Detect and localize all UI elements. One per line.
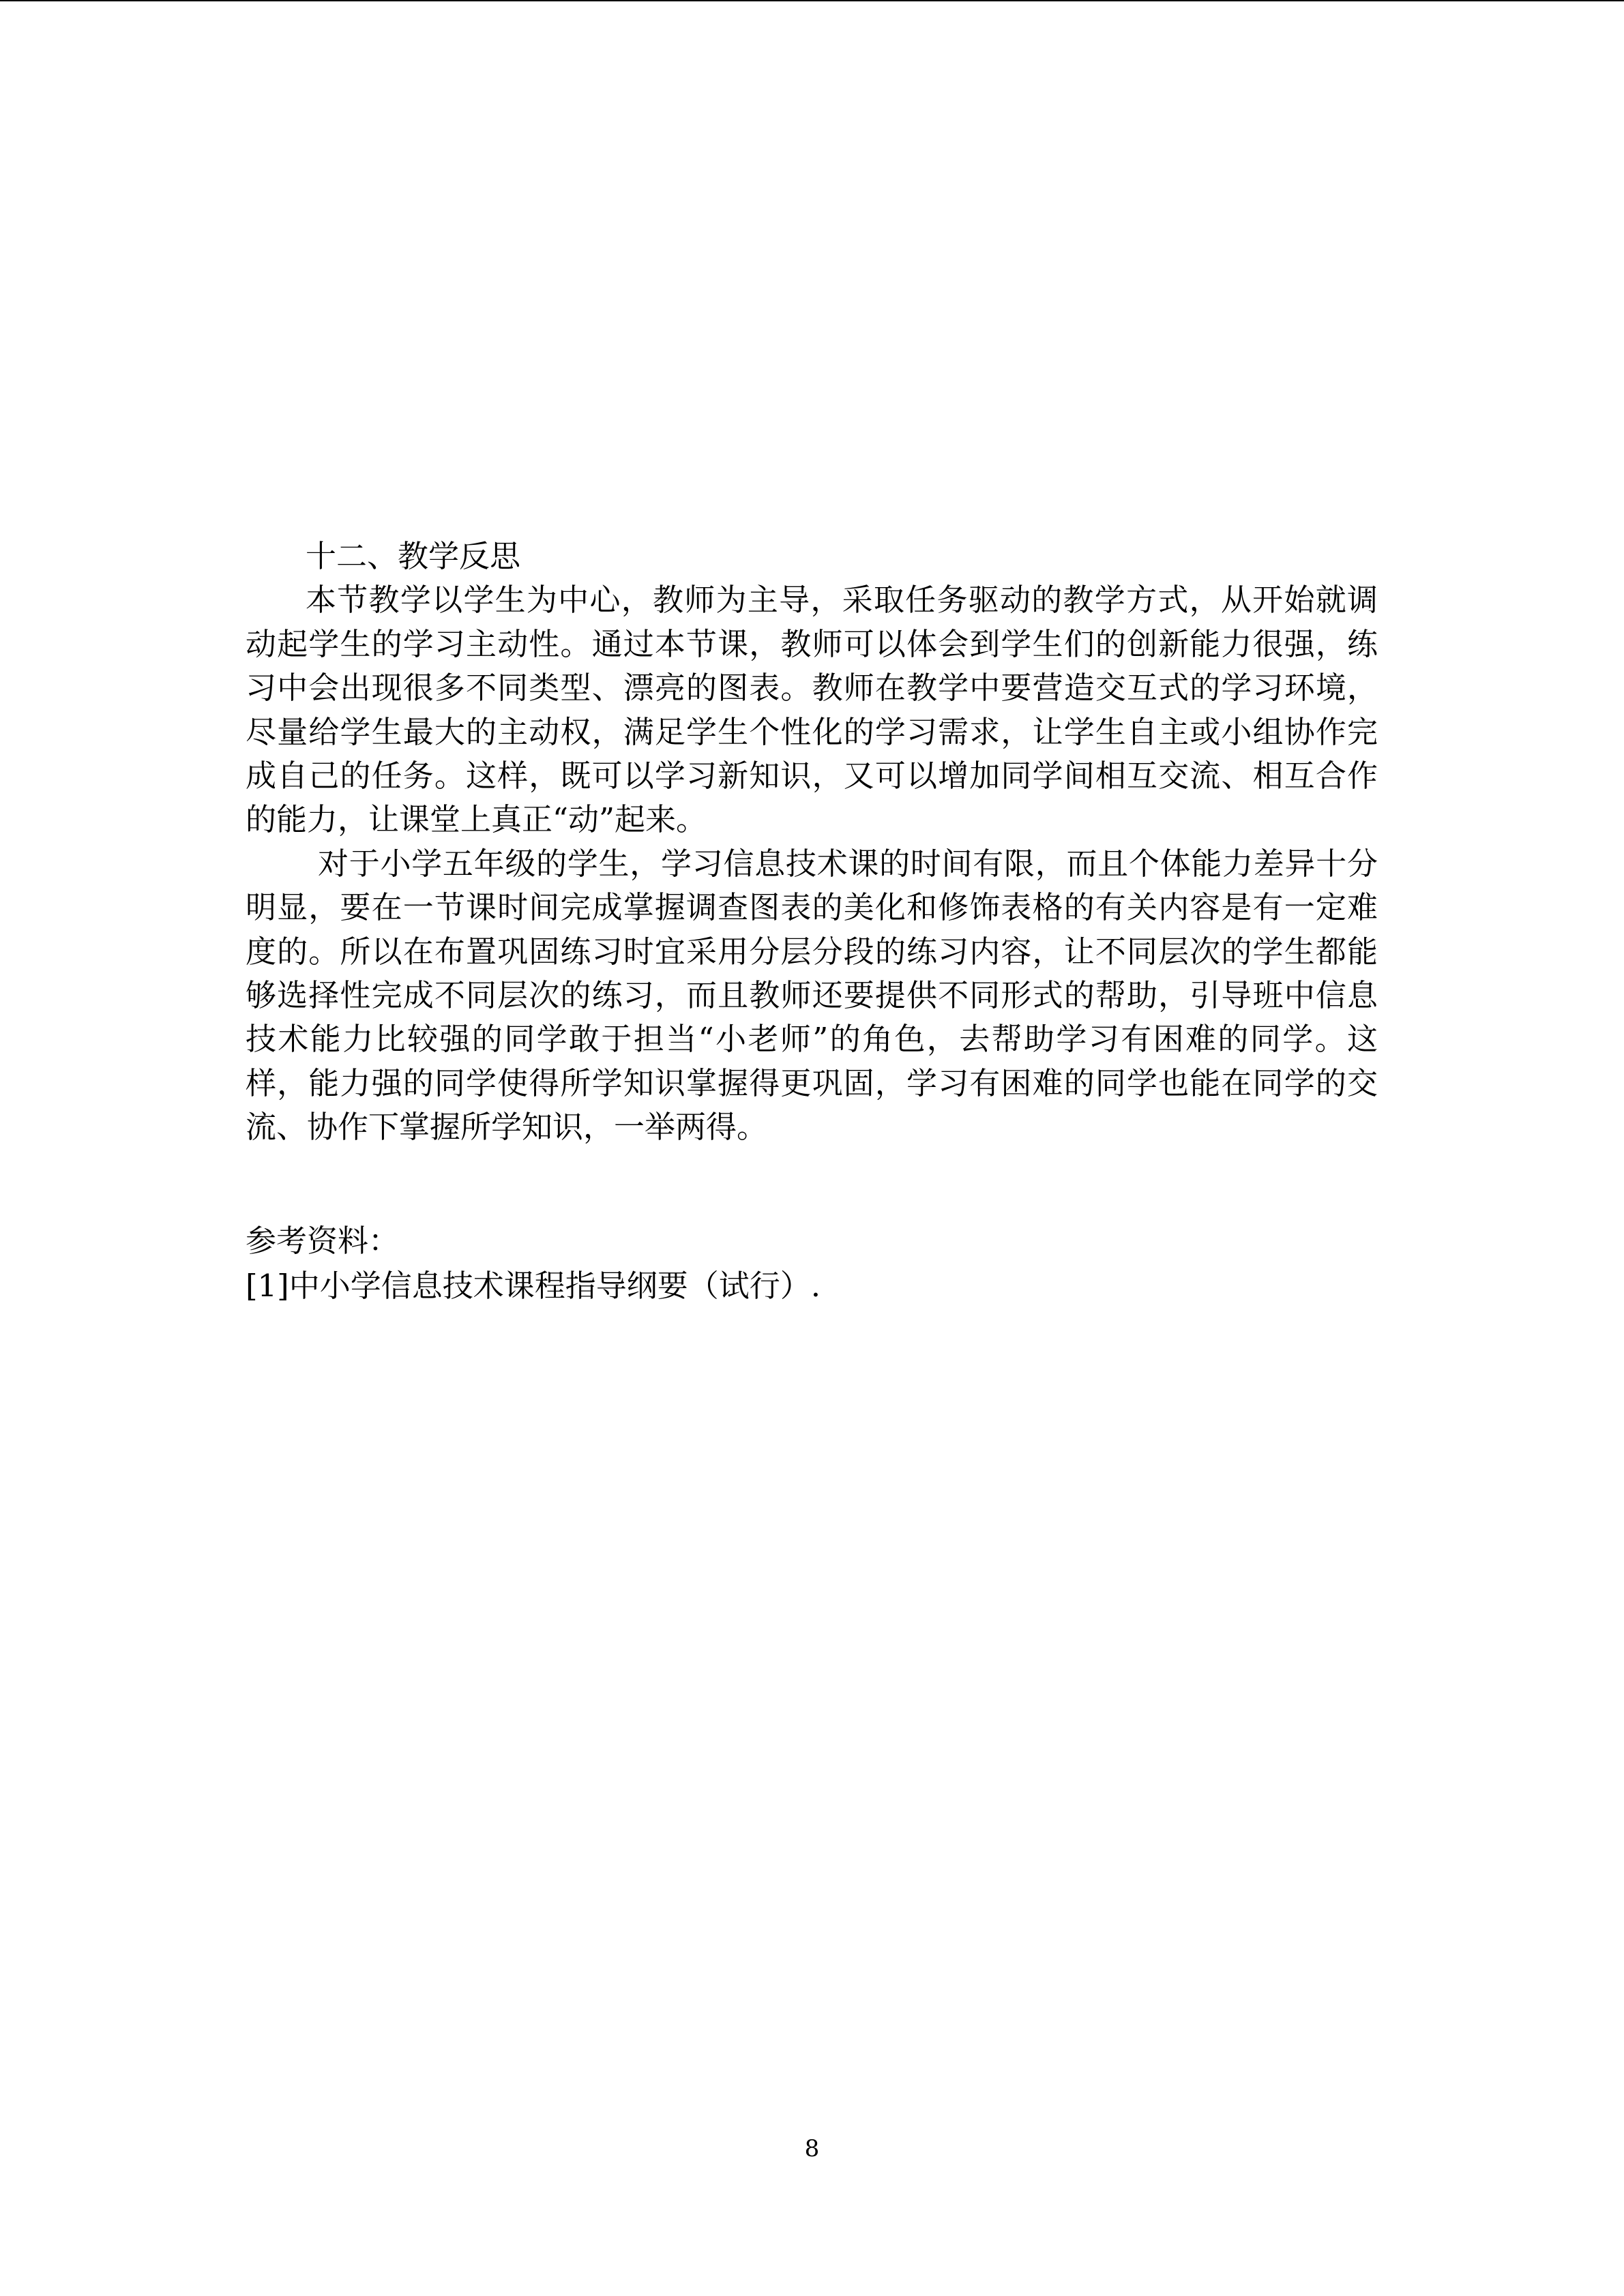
- section-heading: 十二、教学反思: [306, 538, 521, 574]
- page-number: 8: [804, 2135, 820, 2162]
- reference-item-1: [1]中小学信息技术课程指导纲要（试行）.: [246, 1268, 821, 1304]
- paragraph-1: 本节教学以学生为中心，教师为主导，采取任务驱动的教学方式，从开始就调动起学生的学习主动性。通过本节课，教师可以体会到学生们的创新能力很强，练习中会出现很多不同类型、漂亮的图表。教师在教学中要营造交互式的学习环境，尽量给学生最大的主动权，满足学生个性化的学习需求，让学生自主或小组协作完成自己的任务。这样，既可以学习新知识，又可以增加同学间相互交流、相互合作的能力，让课堂上真正“动”起来。: [246, 582, 1378, 838]
- paragraph-2: 对于小学五年级的学生，学习信息技术课的时间有限，而且个体能力差异十分明显，要在一节课时间完成掌握调查图表的美化和修饰表格的有关内容是有一定难度的。所以在布置巩固练习时宜采用分层分段的练习内容，让不同层次的学生都能够选择性完成不同层次的练习，而且教师还要提供不同形式的帮助，引导班中信息技术能力比较强的同学敢于担当“小老师”的角色，去帮助学习有困难的同学。这样，能力强的同学使得所学知识掌握得更巩固，学习有困难的同学也能在同学的交流、协作下掌握所学知识，一举两得。: [246, 845, 1378, 1146]
- references-section: [246, 1219, 1378, 1309]
- references-title: 参考资料：: [246, 1223, 400, 1259]
- reflection-section: [246, 535, 1378, 1150]
- top-border-line: [0, 0, 1624, 1]
